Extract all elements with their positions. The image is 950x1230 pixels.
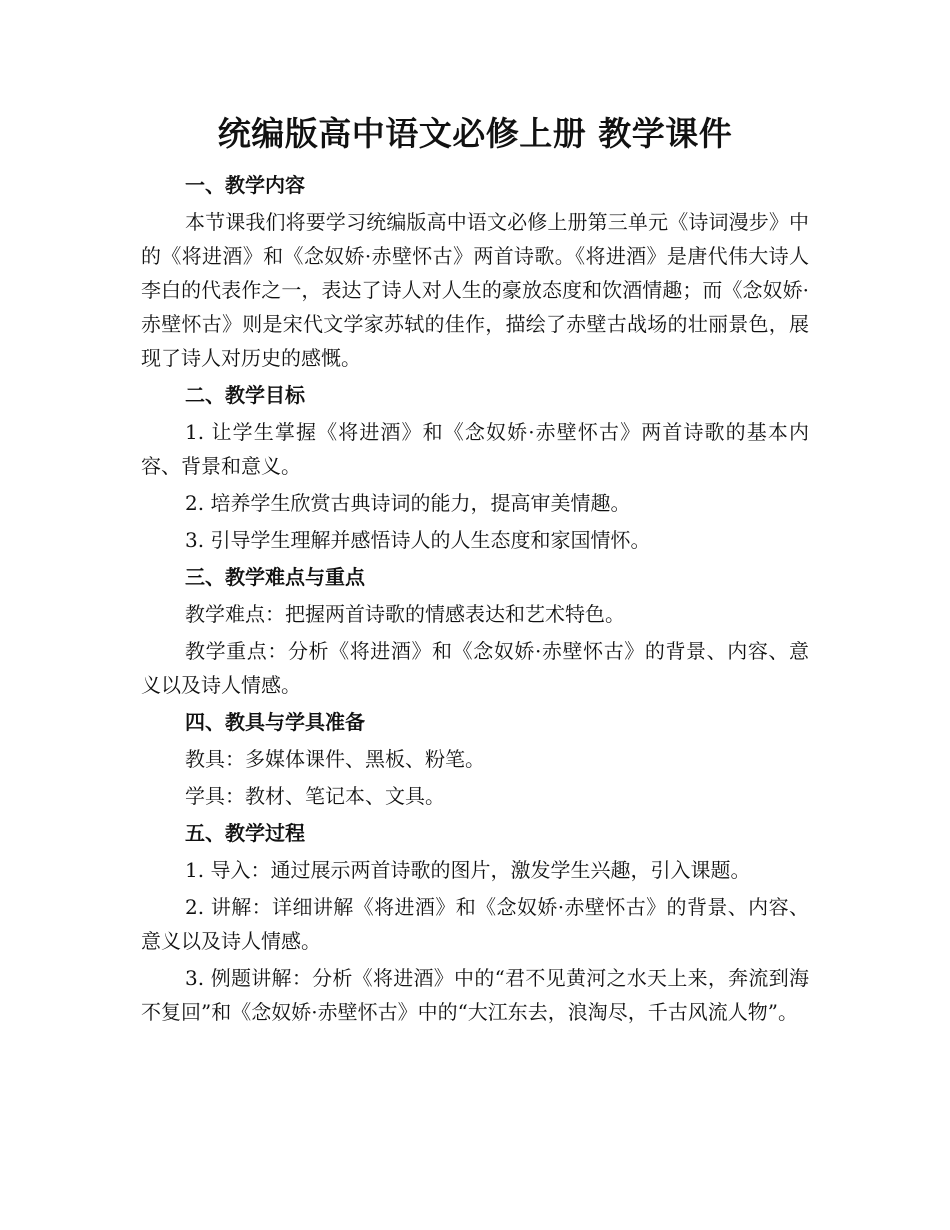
list-item: 1. 导入：通过展示两首诗歌的图片，激发学生兴趣，引入课题。 — [185, 858, 751, 882]
section-teaching-content — [141, 168, 809, 375]
list-item: 3. 引导学生理解并感悟诗人的人生态度和家国情怀。 — [185, 528, 651, 552]
list-item: 1. 让学生掌握《将进酒》和《念奴娇·赤壁怀古》两首诗歌的基本内容、背景和意义。 — [141, 420, 809, 478]
section-heading: 二、教学目标 — [185, 383, 305, 407]
section-teaching-goals — [141, 378, 809, 557]
list-item: 3. 例题讲解：分析《将进酒》中的“君不见黄河之水天上来，奔流到海不复回”和《念奴娇·赤壁怀古》中的“大江东去，浪淘尽，千古风流人物”。 — [141, 966, 809, 1024]
section-heading: 三、教学难点与重点 — [185, 565, 365, 589]
section-materials — [141, 705, 809, 813]
paragraph: 本节课我们将要学习统编版高中语文必修上册第三单元《诗词漫步》中的《将进酒》和《念奴娇·赤壁怀古》两首诗歌。《将进酒》是唐代伟大诗人李白的代表作之一，表达了诗人对人生的豪放态度和饮酒情趣；而《念奴娇·赤壁怀古》则是宋代文学家苏轼的佳作，描绘了赤壁古战场的壮丽景色，展现了诗人对历史的感慨。 — [141, 210, 809, 370]
section-heading: 一、教学内容 — [185, 173, 305, 197]
paragraph: 学具：教材、笔记本、文具。 — [185, 784, 445, 808]
list-item: 2. 培养学生欣赏古典诗词的能力，提高审美情趣。 — [185, 491, 631, 515]
paragraph: 教具：多媒体课件、黑板、粉笔。 — [185, 747, 485, 771]
page-title: 统编版高中语文必修上册 教学课件 — [217, 114, 733, 153]
section-teaching-process — [141, 816, 809, 1029]
list-item: 2. 讲解：详细讲解《将进酒》和《念奴娇·赤壁怀古》的背景、内容、意义以及诗人情感。 — [141, 895, 809, 953]
section-heading: 四、教具与学具准备 — [185, 710, 365, 734]
paragraph: 教学重点：分析《将进酒》和《念奴娇·赤壁怀古》的背景、内容、意义以及诗人情感。 — [141, 639, 809, 697]
section-heading: 五、教学过程 — [185, 821, 305, 845]
document-page — [141, 112, 809, 1032]
paragraph: 教学难点：把握两首诗歌的情感表达和艺术特色。 — [185, 602, 625, 626]
section-difficulties-focus — [141, 560, 809, 702]
